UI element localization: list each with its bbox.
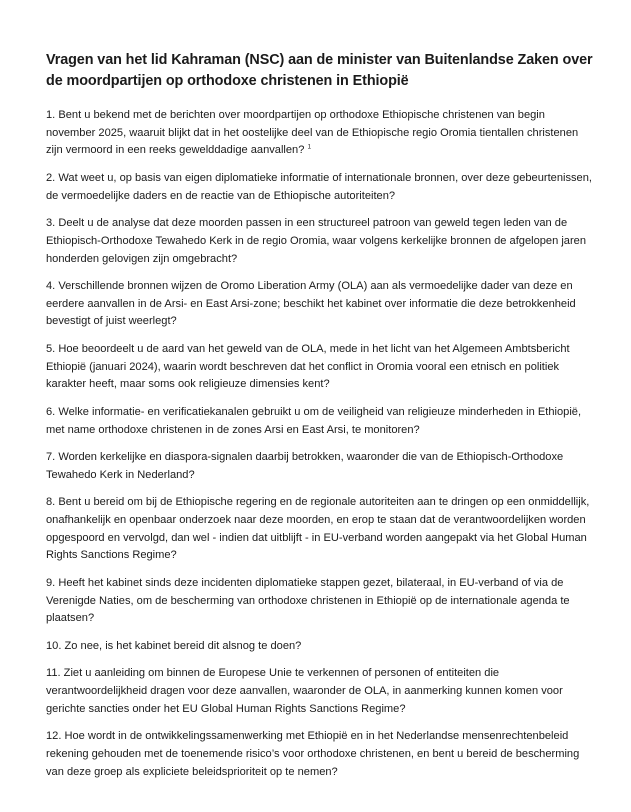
question-11: 11. Ziet u aanleiding om binnen de Europese Unie te verkennen of personen of entiteiten die verantwoordelijkheid dragen voor deze aanvallen, waaronder de OLA, in aanmerking kunnen komen voor gerichte sancties onder het EU Global Human Rights Sanctions Regime? — [46, 667, 563, 715]
question-6: 6. Welke informatie- en verificatiekanalen gebruikt u om de veiligheid van religieuze minderheden in Ethiopië, met name orthodoxe christenen in de zones Arsi en East Arsi, te monitoren? — [46, 405, 582, 436]
document-title: Vragen van het lid Kahraman (NSC) aan de minister van Buitenlandse Zaken over de moordpartijen op orthodoxe christenen in Ethiopië — [46, 52, 593, 89]
question-10: 10. Zo nee, is het kabinet bereid dit alsnog te doen? — [46, 639, 302, 652]
question-2: 2. Wat weet u, op basis van eigen diplomatieke informatie of internationale bronnen, over deze gebeurtenissen, de vermoedelijke daders en de reactie van de Ethiopische autoriteiten? — [46, 171, 592, 202]
question-4: 4. Verschillende bronnen wijzen de Oromo Liberation Army (OLA) aan als vermoedelijke dader van deze en eerdere aanvallen in de Arsi- en East Arsi-zone; beschikt het kabinet over informatie die deze betrokkenheid bevestigt of juist weerlegt? — [46, 280, 576, 328]
question-3: 3. Deelt u de analyse dat deze moorden passen in een structureel patroon van geweld tegen leden van de Ethiopisch-Orthodoxe Tewahedo Kerk in de regio Oromia, waar volgens kerkelijke bronnen de afgelopen jaren honderden gelovigen zijn omgebracht? — [46, 217, 587, 265]
question-12: 12. Hoe wordt in de ontwikkelingssamenwerking met Ethiopië en in het Nederlandse mensenrechtenbeleid rekening gehouden met de toenemende risico’s voor orthodoxe christenen, en bent u bereid de bescherming van deze groep als expliciete beleidsprioriteit op te nemen? — [46, 730, 580, 778]
question-8: 8. Bent u bereid om bij de Ethiopische regering en de regionale autoriteiten aan te dringen op een onmiddellijk, onafhankelijk en openbaar onderzoek naar deze moorden, en erop te staan dat de verantwoordelijken worden opgespoord en vervolgd, dan wel - indien dat uitblijft - in EU-verband worden aangepakt via het Global Human Rights Sanctions Regime? — [46, 496, 590, 562]
question-text: 1. Bent u bekend met de berichten over moordpartijen op orthodoxe Ethiopische christenen van begin november 2025, waaruit blijkt dat in het oostelijke deel van de Ethiopische regio Oromia tientallen christenen zijn vermoord in een reeks gewelddadige aanvallen? — [46, 109, 579, 157]
question-7: 7. Worden kerkelijke en diaspora-signalen daarbij betrokken, waaronder die van de Ethiopisch-Orthodoxe Tewahedo Kerk in Nederland? — [46, 451, 564, 481]
question-9: 9. Heeft het kabinet sinds deze incidenten diplomatieke stappen gezet, bilateraal, in EU-verband of via de Verenigde Naties, om de bescherming van orthodoxe christenen in Ethiopië op de internationale agenda te plaatsen? — [46, 576, 570, 625]
question-1 — [46, 107, 596, 160]
document-page — [46, 50, 596, 791]
footnote-marker[interactable]: 1 — [307, 143, 312, 151]
question-5: 5. Hoe beoordeelt u de aard van het geweld van de OLA, mede in het licht van het Algemeen Ambtsbericht Ethiopië (januari 2024), waarin wordt beschreven dat het conflict in Oromia vooral een etnisch en politiek karakter heeft, maar soms ook religieuze dimensies kent? — [46, 342, 570, 391]
